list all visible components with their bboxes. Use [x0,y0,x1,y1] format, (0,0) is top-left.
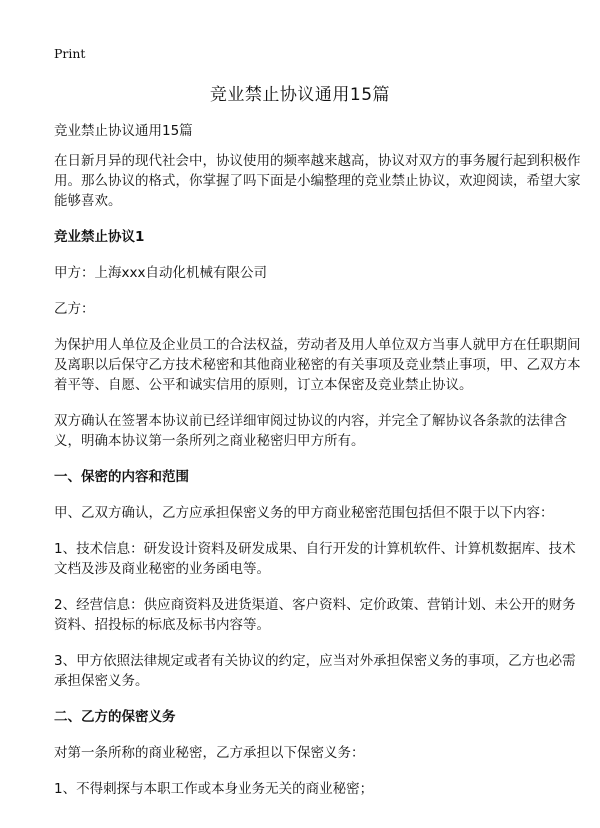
intro-paragraph: 在日新月异的现代社会中，协议使用的频率越来越高，协议对双方的事务履行起到积极作用。那么协议的格式，你掌握了吗下面是小编整理的竞业禁止协议，欢迎阅读，希望大家能够喜欢。 [54,153,581,209]
party-b: 乙方： [54,301,95,317]
section2-intro: 对第一条所称的商业秘密，乙方承担以下保密义务： [54,745,365,761]
section1-item-3: 3、甲方依照法律规定或者有关协议的约定，应当对外承担保密义务的事项，乙方也必需承担保密义务。 [54,653,576,689]
section1-item-1: 1、技术信息：研发设计资料及研发成果、自行开发的计算机软件、计算机数据库、技术文档及涉及商业秘密的业务函电等。 [54,541,576,577]
agreement-heading: 竞业禁止协议1 [54,229,145,245]
document-title: 竞业禁止协议通用15篇 [209,85,391,105]
document-body [54,121,584,815]
party-a: 甲方：上海xxx自动化机械有限公司 [54,265,267,281]
confirmation-paragraph: 双方确认在签署本协议前已经详细审阅过协议的内容，并完全了解协议各条款的法律含义，明确本协议第一条所列之商业秘密归甲方所有。 [54,413,567,449]
section2-duty-1: 1、不得刺探与本职工作或本身业务无关的商业秘密； [54,781,374,797]
print-label[interactable]: Print [54,46,86,61]
document-subtitle: 竞业禁止协议通用15篇 [54,123,193,139]
section1-item-2: 2、经营信息：供应商资料及进货渠道、客户资料、定价政策、营销计划、未公开的财务资料、招投标的标底及标书内容等。 [54,597,576,633]
section1-intro: 甲、乙双方确认，乙方应承担保密义务的甲方商业秘密范围包括但不限于以下内容： [54,505,554,521]
section2-heading: 二、乙方的保密义务 [54,709,176,725]
section1-heading: 一、保密的内容和范围 [54,469,189,485]
purpose-paragraph: 为保护用人单位及企业员工的合法权益，劳动者及用人单位双方当事人就甲方在任职期间及离职以后保守乙方技术秘密和其他商业秘密的有关事项及竞业禁止事项，甲、乙双方本着平等、自愿、公平和诚实信用的原则，订立本保密及竞业禁止协议。 [54,337,581,393]
